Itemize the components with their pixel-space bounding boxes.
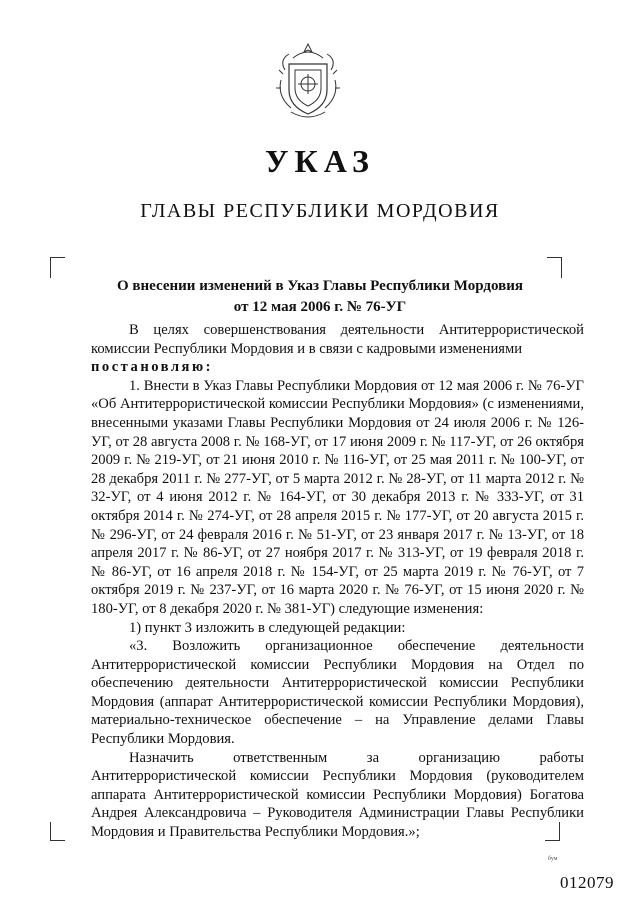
corner-bracket-bottom-right [545,822,560,841]
document-title: УКАЗ [265,143,375,179]
item-1-paragraph: 1. Внести в Указ Главы Республики Мордовия от 12 мая 2006 г. № 76-УГ «Об Антитеррористической комиссии Республики Мордовия» (с изменениями, внесенными указами Главы Республики Мордовия от 24 июля 2006 г. № 126-УГ, от 28 августа 2008 г. № 168-УГ, от 17 июня 2009 г. № 117-УГ, от 26 октября 2009 г. № 219-УГ, от 21 июня 2010 г. № 116-УГ, от 25 мая 2011 г. № 100-УГ, от 28 декабря 2011 г. № 277-УГ, от 5 марта 2012 г. № 28-УГ, от 11 марта 2012 г. № 32-УГ, от 4 июня 2012 г. № 164-УГ, от 30 декабря 2013 г. № 333-УГ, от 31 октября 2014 г. № 274-УГ, от 28 апреля 2015 г. № 177-УГ, от 20 августа 2015 г. № 296-УГ, от 24 февраля 2016 г. № 51-УГ, от 23 января 2017 г. № 13-УГ, от 18 апреля 2017 г. № 86-УГ, от 27 ноября 2017 г. № 313-УГ, от 19 февраля 2018 г. № 86-УГ, от 16 апреля 2018 г. № 154-УГ, от 25 марта 2019 г. № 76-УГ, от 7 октября 2019 г. № 237-УГ, от 16 марта 2020 г. № 76-УГ, от 15 июня 2020 г. № 180-УГ, от 8 декабря 2020 г. № 381-УГ) следующие изменения: [91,377,584,617]
coat-of-arms-emblem [271,40,345,122]
decree-body [91,321,584,842]
decree-heading [80,276,560,318]
quote-paragraph-2: Назначить ответственным за организацию работы Антитеррористической комиссии Республики Мордовия (руководителем аппарата Антитеррористической комиссии Республики Мордовия) Богатова Андрея Александровича – Руководителя Администрации Главы Республики Мордовия и Правительства Республики Мордовия.»; [91,749,584,841]
corner-bracket-top-left [50,257,65,278]
intro-text: В целях совершенствования деятельности Антитеррористической комиссии Республики Мордовия и в связи с кадровыми изменениями [91,322,584,357]
quote-paragraph-1: «3. Возложить организационное обеспечение деятельности Антитеррористической комиссии Республики Мордовия на Отдел по обеспечению деятельности Антитеррористической комиссии Республики Мордовия (аппарат Антитеррористической комиссии Республики Мордовия), материально-техническое обеспечение – на Управление делами Главы Республики Мордовия. [91,638,584,748]
corner-bracket-top-right [547,257,562,278]
postanovlyayu-line [91,358,584,377]
heading-line-1: О внесении изменений в Указ Главы Республики Мордовия [117,278,523,294]
document-number: 012079 [560,873,614,892]
postanovlyayu-text: постановляю: [91,359,213,376]
small-mark: бум [548,856,558,862]
intro-paragraph [91,321,584,358]
heading-line-2: от 12 мая 2006 г. № 76-УГ [233,299,407,315]
subitem-1-paragraph: 1) пункт 3 изложить в следующей редакции: [129,619,406,636]
corner-bracket-bottom-left [50,822,65,841]
document-subtitle: ГЛАВЫ РЕСПУБЛИКИ МОРДОВИЯ [140,200,500,222]
